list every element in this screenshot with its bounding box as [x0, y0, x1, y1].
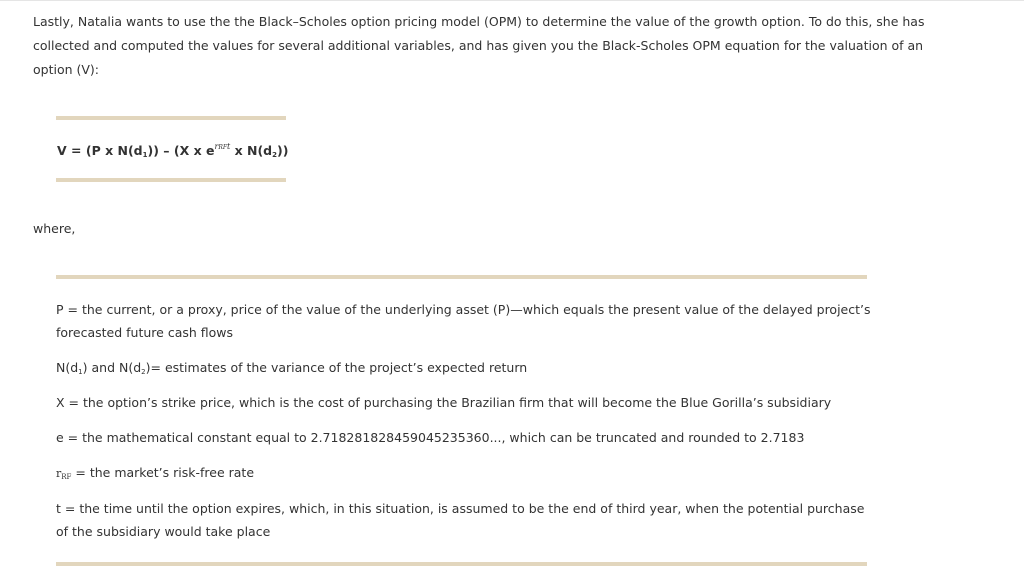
formula-bottom-rule — [56, 178, 286, 182]
definitions-top-rule — [56, 275, 867, 279]
formula-subscript: 1 — [142, 151, 148, 159]
formula-exponent: rRFt — [214, 142, 231, 151]
definition-x: X = the option’s strike price, which is the cost of purchasing the Brazilian firm that will become the Blue Gorilla’s subsidiary — [56, 395, 832, 410]
black-scholes-formula — [57, 142, 288, 159]
top-border — [0, 0, 1024, 1]
where-label: where, — [33, 221, 76, 236]
definition-t: t = the time until the option expires, which, in this situation, is assumed to be the end of third year, when the potential purchase of the subsidiary would take place — [56, 501, 865, 539]
rrf-symbol: $r_{RF}$ — [56, 467, 72, 481]
definition-p: P = the current, or a proxy, price of the value of the underlying asset (P)—which equals the present value of the delayed project’s forecasted future cash flows — [56, 302, 871, 340]
formula-part: x N(d — [230, 143, 273, 158]
formula-part: )) – (X x e — [147, 143, 215, 158]
definition-rrf: $r_{RF}$ = the market’s risk-free rate — [56, 465, 255, 481]
definition-nd: $N(d_1)$ and $N(d_2)=$ estimates of the variance of the project’s expected return — [56, 360, 528, 376]
definition-e: e = the mathematical constant equal to 2.718281828459045235360..., which can be truncated and rounded to 2.7183 — [56, 430, 805, 445]
formula-part: V = (P x N(d — [57, 143, 143, 158]
definitions-bottom-rule — [56, 562, 867, 566]
formula-part: )) — [276, 143, 289, 158]
intro-paragraph: Lastly, Natalia wants to use the the Black–Scholes option pricing model (OPM) to determine the value of the growth option. To do this, she has collected and computed the values for several additional variables, and has given you the Black-Scholes OPM equation for the valuation of an option (V): — [33, 14, 925, 77]
formula-top-rule — [56, 116, 286, 120]
formula-subscript: 2 — [272, 151, 277, 159]
